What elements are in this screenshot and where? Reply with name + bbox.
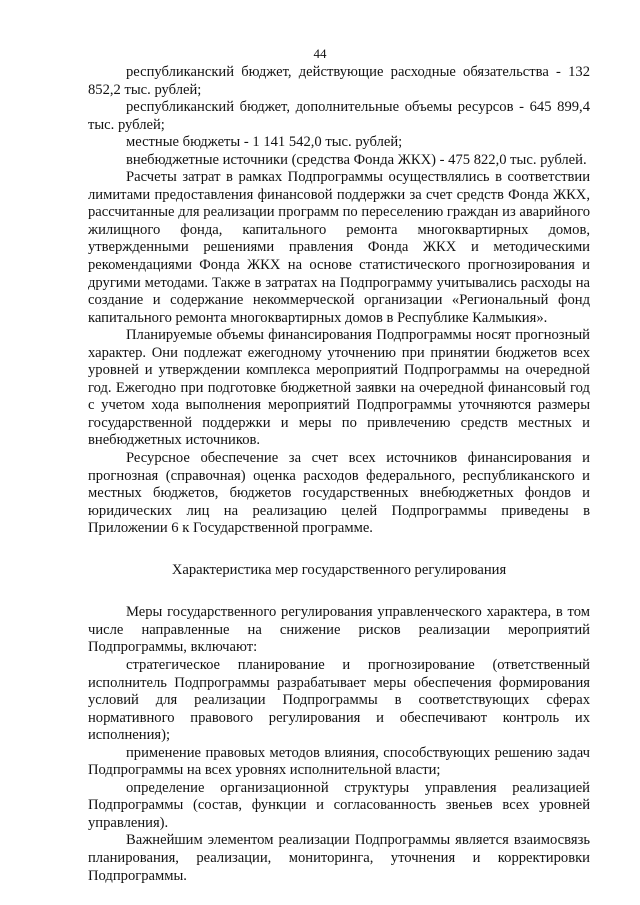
page-number: 44 (313, 46, 327, 61)
paragraph-local-budgets: местные бюджеты - 1 141 542,0 тыс. рублей; (126, 134, 403, 151)
document-body (88, 64, 590, 885)
paragraph-resource-provision: Ресурсное обеспечение за счет всех источников финансирования и прогнозная (справочная) оценка расходов федерального, республиканского и местных бюджетов, бюджетов государственных внебюджетных фондов и юридических лиц на реализацию целей Подпрограммы приведены в Приложении 6 к Государственной программе. (88, 450, 590, 537)
paragraph-cost-calculation: Расчеты затрат в рамках Подпрограммы осуществлялись в соответствии лимитами предоставления финансовой поддержки за счет средств Фонда ЖКХ, рассчитанные для реализации программ по переселению граждан из аварийного жилищного фонда, капитального ремонта многоквартирных домов, утвержденными решениями правления Фонда ЖКХ и методическими рекомендациями Фонда ЖКХ на основе статистического прогнозирования и другими методами. Также в затратах на Подпрограмму учитывались расходы на создание и содержание некоммерческой организации «Региональный фонд капитального ремонта многоквартирных домов в Республике Калмыкия». (88, 169, 590, 326)
paragraph-budget-additional: республиканский бюджет, дополнительные объемы ресурсов - 645 899,4 тыс. рублей; (88, 99, 590, 133)
paragraph-budget-current: республиканский бюджет, действующие расходные обязательства - 132 852,2 тыс. рублей; (88, 64, 590, 98)
paragraph-regulation-measures: Меры государственного регулирования управленческого характера, в том числе направленные на снижение рисков реализации мероприятий Подпрограммы, включают: (88, 604, 590, 656)
paragraph-strategic-planning: стратегическое планирование и прогнозирование (ответственный исполнитель Подпрограммы разрабатывает меры обеспечения формирования условий для реализации Подпрограммы в соответствующих сферах нормативного правового регулирования и обеспечивают контроль их исполнения); (88, 656, 590, 744)
paragraph-org-structure: определение организационной структуры управления реализацией Подпрограммы (состав, функции и согласованность звеньев всех уровней управления). (88, 779, 590, 831)
paragraph-key-element: Важнейшим элементом реализации Подпрограммы является взаимосвязь планирования, реализации, мониторинга, уточнения и корректировки Подпрограммы. (88, 832, 590, 884)
paragraph-legal-methods: применение правовых методов влияния, способствующих решению задач Подпрограммы на всех уровнях исполнительной власти; (88, 744, 590, 779)
paragraph-extrabudgetary: внебюджетные источники (средства Фонда ЖКХ) - 475 822,0 тыс. рублей. (126, 151, 587, 168)
section-heading: Характеристика мер государственного регулирования (171, 561, 507, 578)
paragraph-planned-volumes: Планируемые объемы финансирования Подпрограммы носят прогнозный характер. Они подлежат ежегодному уточнению при принятии бюджетов всех уровней и утверждении комплекса мероприятий Подпрограммы на очередной год. Ежегодно при подготовке бюджетной заявки на очередной финансовый год с учетом хода выполнения мероприятий Подпрограммы уточняются размеры государственной поддержки и меры по привлечению средств местных и внебюджетных источников. (88, 327, 590, 449)
